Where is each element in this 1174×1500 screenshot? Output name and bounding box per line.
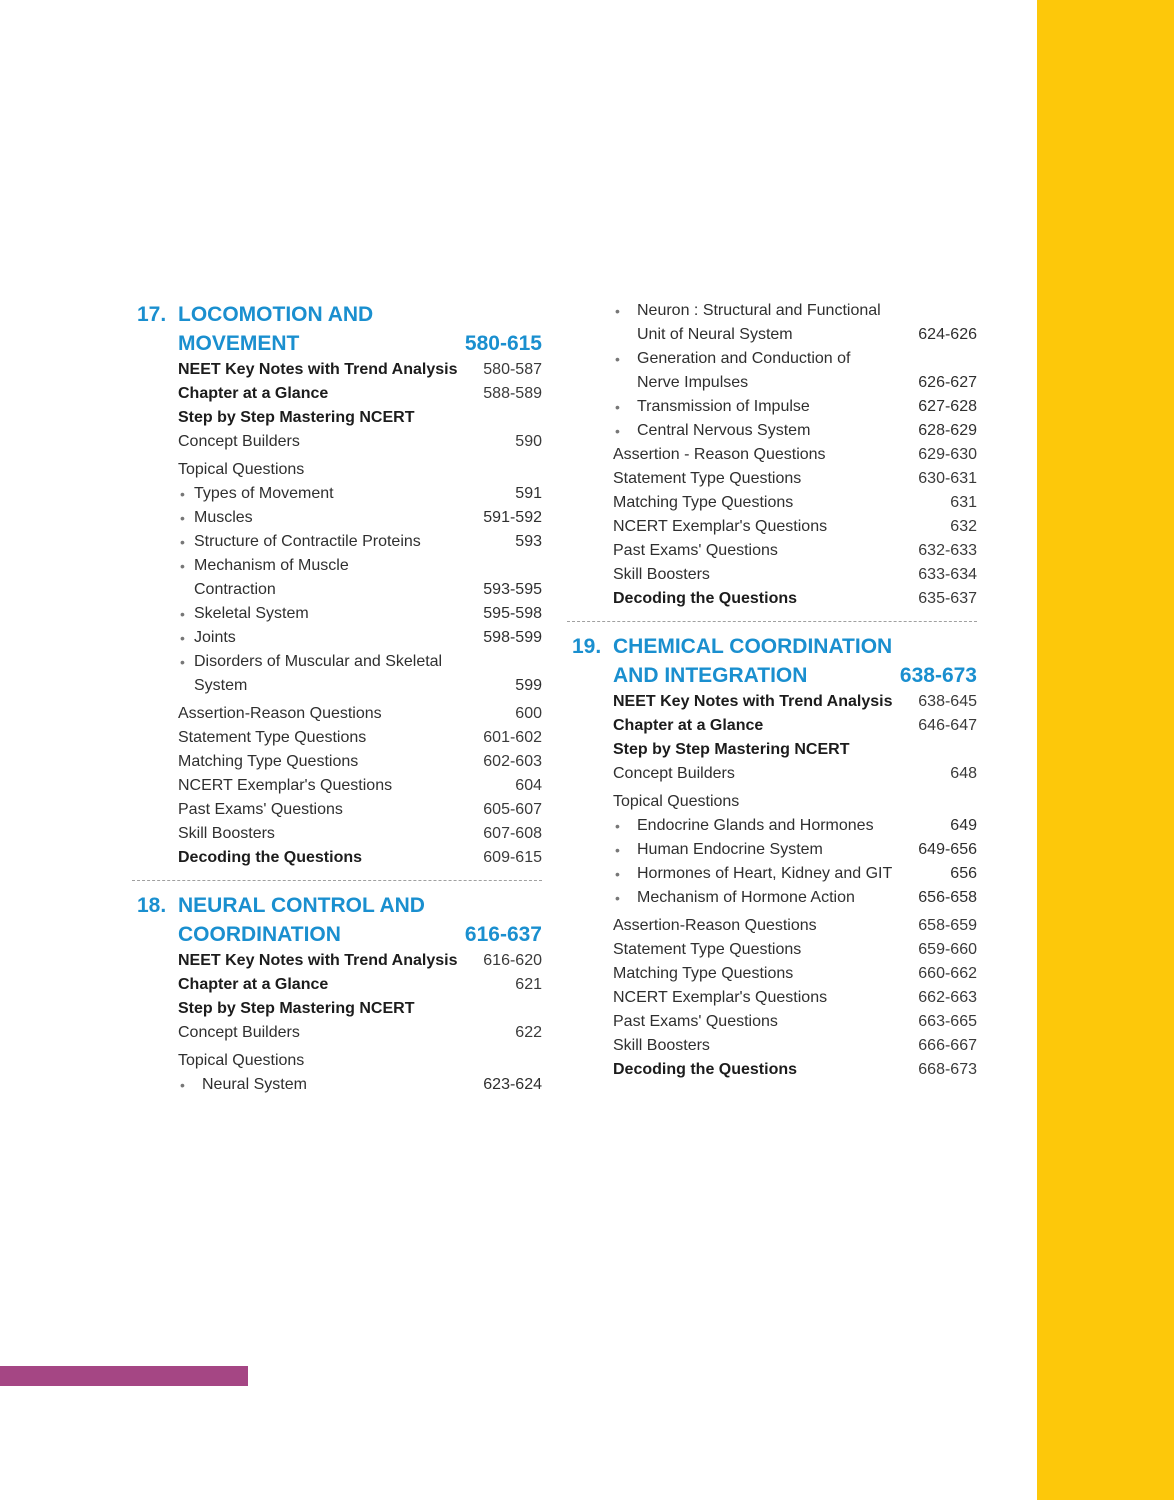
chapter-17 [132,300,542,870]
toc-entry-skill-boosters[interactable]: Skill Boosters 666-667 [613,1037,977,1054]
footer-color-bar [0,1366,248,1386]
chapter-19 [567,632,977,1082]
toc-entry-mastering: Step by Step Mastering NCERT [613,741,850,758]
chapter-heading[interactable] [132,891,542,949]
toc-entry-key-notes[interactable]: NEET Key Notes with Trend Analysis 638-645 [613,693,977,710]
toc-topic[interactable]: • Mechanism of Hormone Action 656-658 [567,886,977,910]
toc-entry-key-notes[interactable]: NEET Key Notes with Trend Analysis 580-587 [178,361,542,378]
chapter-pages: 580-615 [464,332,542,355]
toc-topic[interactable]: • Hormones of Heart, Kidney and GIT 656 [567,862,977,886]
chapter-number: 19. [572,635,602,658]
toc-entry-matching[interactable]: Matching Type Questions 660-662 [613,965,977,982]
toc-topic[interactable]: • Endocrine Glands and Hormones 649 [567,814,977,838]
chapter-number: 17. [137,303,167,326]
chapter-title-line2: COORDINATION [178,923,341,946]
toc-topic[interactable]: • Central Nervous System 628-629 [567,419,977,443]
toc-topic[interactable]: • Skeletal System 595-598 [132,602,542,626]
toc-topic[interactable]: • Types of Movement 591 [132,482,542,506]
side-color-band [1037,0,1174,1500]
chapter-heading[interactable] [132,300,542,358]
chapter-pages: 638-673 [899,664,977,687]
toc-entry-key-notes[interactable]: NEET Key Notes with Trend Analysis 616-620 [178,952,542,969]
chapter-18 [132,891,542,1097]
chapter-title-line2: MOVEMENT [178,332,300,355]
toc-entry-mastering: Step by Step Mastering NCERT [178,1000,415,1017]
toc-entry-skill-boosters[interactable]: Skill Boosters 607-608 [178,825,542,842]
toc-entry-mastering: Step by Step Mastering NCERT [178,409,415,426]
toc-topic[interactable]: • Neuron : Structural and Functional Unit of Neural System 624-626 [567,299,977,347]
toc-entry-assertion[interactable]: Assertion-Reason Questions 658-659 [613,917,977,934]
toc-entry-exemplar[interactable]: NCERT Exemplar's Questions 604 [178,777,542,794]
toc-topic[interactable]: • Neural System 623-624 [132,1073,542,1097]
toc-entry-decoding[interactable]: Decoding the Questions 609-615 [178,849,542,866]
dashed-divider [567,621,977,622]
toc-entry-matching[interactable]: Matching Type Questions 602-603 [178,753,542,770]
toc-topic[interactable]: • Disorders of Muscular and Skeletal System 599 [132,650,542,698]
toc-entry-concept[interactable]: Concept Builders 622 [178,1024,542,1041]
toc-entry-topical: Topical Questions [178,1052,305,1069]
chapter-pages: 616-637 [464,923,542,946]
toc-entry-glance[interactable]: Chapter at a Glance 588-589 [178,385,542,402]
chapter-title-line1: CHEMICAL COORDINATION [613,635,893,658]
chapter-title-line1: NEURAL CONTROL AND [178,894,425,917]
toc-topic[interactable]: • Muscles 591-592 [132,506,542,530]
toc-entry-concept[interactable]: Concept Builders 648 [613,765,977,782]
toc-entry-topical: Topical Questions [178,461,305,478]
toc-entry-past-exams[interactable]: Past Exams' Questions 632-633 [613,542,977,559]
toc-entry-exemplar[interactable]: NCERT Exemplar's Questions 632 [613,518,977,535]
chapter-title-line1: LOCOMOTION AND [178,303,374,326]
toc-entry-skill-boosters[interactable]: Skill Boosters 633-634 [613,566,977,583]
toc-topic[interactable]: • Human Endocrine System 649-656 [567,838,977,862]
toc-topic[interactable]: • Structure of Contractile Proteins 593 [132,530,542,554]
toc-entry-concept[interactable]: Concept Builders 590 [178,433,542,450]
chapter-title-line2: AND INTEGRATION [613,664,808,687]
dashed-divider [132,880,542,881]
toc-entry-glance[interactable]: Chapter at a Glance 621 [178,976,542,993]
toc-entry-matching[interactable]: Matching Type Questions 631 [613,494,977,511]
toc-entry-glance[interactable]: Chapter at a Glance 646-647 [613,717,977,734]
toc-entry-assertion[interactable]: Assertion - Reason Questions 629-630 [613,446,977,463]
toc-topic[interactable]: • Generation and Conduction of Nerve Impulses 626-627 [567,347,977,395]
chapter-18-continued [567,299,977,611]
chapter-heading[interactable] [567,632,977,690]
chapter-number: 18. [137,894,167,917]
toc-entry-decoding[interactable]: Decoding the Questions 668-673 [613,1061,977,1078]
toc-column-left [132,300,542,1097]
toc-topic[interactable]: • Mechanism of Muscle Contraction 593-595 [132,554,542,602]
toc-entry-past-exams[interactable]: Past Exams' Questions 663-665 [613,1013,977,1030]
toc-entry-statement[interactable]: Statement Type Questions 630-631 [613,470,977,487]
toc-entry-exemplar[interactable]: NCERT Exemplar's Questions 662-663 [613,989,977,1006]
toc-entry-past-exams[interactable]: Past Exams' Questions 605-607 [178,801,542,818]
toc-entry-assertion[interactable]: Assertion-Reason Questions 600 [178,705,542,722]
toc-topic[interactable]: • Joints 598-599 [132,626,542,650]
toc-entry-decoding[interactable]: Decoding the Questions 635-637 [613,590,977,607]
toc-entry-statement[interactable]: Statement Type Questions 659-660 [613,941,977,958]
toc-entry-topical: Topical Questions [613,793,740,810]
toc-column-right [567,299,977,1082]
toc-entry-statement[interactable]: Statement Type Questions 601-602 [178,729,542,746]
toc-topic[interactable]: • Transmission of Impulse 627-628 [567,395,977,419]
